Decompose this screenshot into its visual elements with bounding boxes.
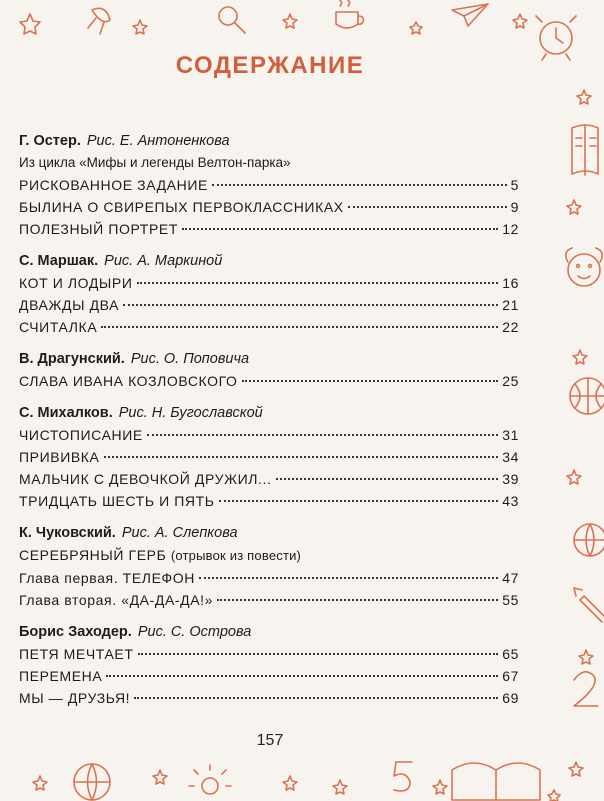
alarm-clock-icon	[536, 16, 576, 60]
entry-title-text: ПЕРЕМЕНА	[19, 668, 103, 684]
entry-title-text: РИСКОВАННОЕ ЗАДАНИЕ	[19, 177, 208, 193]
dot-leader	[219, 500, 499, 502]
entry-page-number: 39	[502, 471, 519, 487]
entry-page-number: 5	[510, 177, 519, 193]
toc-entry[interactable]	[19, 665, 519, 687]
dot-leader	[182, 228, 498, 230]
dot-leader	[199, 577, 498, 579]
author-name: С. Михалков.	[19, 405, 113, 421]
entry-title-text: ПОЛЕЗНЫЙ ПОРТРЕТ	[19, 221, 178, 237]
star-icon	[333, 780, 347, 794]
dot-leader	[138, 653, 499, 655]
author-name: С. Маршак.	[19, 253, 99, 269]
entry-page-number: 43	[502, 493, 519, 509]
toc-section	[19, 250, 519, 338]
entry-page-number: 31	[502, 427, 519, 443]
author-name: К. Чуковский.	[19, 525, 116, 541]
entry-title-text: ДВАЖДЫ ДВА	[19, 297, 120, 313]
entry-title	[19, 272, 133, 294]
star-icon	[577, 90, 591, 104]
entry-page-number: 34	[502, 449, 519, 465]
toc-entry[interactable]	[19, 272, 519, 294]
entry-page-number: 12	[502, 221, 519, 237]
entry-title	[19, 567, 195, 589]
entry-page-number: 22	[502, 319, 519, 335]
entry-title	[19, 424, 143, 446]
toc-entry[interactable]	[19, 567, 519, 589]
dot-leader	[348, 206, 507, 208]
entry-title	[19, 643, 134, 665]
entry-title	[19, 589, 213, 611]
star-icon	[283, 14, 297, 28]
dot-leader	[276, 478, 499, 480]
dot-leader	[217, 599, 498, 601]
sun-icon	[189, 765, 231, 794]
cycle-subtitle: Из цикла «Мифы и легенды Велтон-парка»	[19, 155, 291, 170]
star-icon	[579, 650, 593, 664]
entry-title	[19, 468, 272, 490]
illustrator-credit: Рис. С. Острова	[137, 624, 252, 640]
entry-title-text: СЛАВА ИВАНА КОЗЛОВСКОГО	[19, 373, 238, 389]
entry-page-number: 67	[502, 668, 519, 684]
dot-leader	[134, 697, 498, 699]
star-icon	[283, 776, 297, 790]
illustrator-credit: Рис. Е. Антоненкова	[86, 133, 230, 149]
entry-title	[19, 544, 301, 567]
number-two-icon	[574, 672, 598, 706]
toc-entry[interactable]	[19, 218, 519, 240]
toc-entry[interactable]	[19, 468, 519, 490]
entry-page-number: 9	[510, 199, 519, 215]
entry-note: (отрывок из повести)	[170, 548, 302, 563]
toc-entry[interactable]	[19, 316, 519, 338]
author-line	[19, 250, 519, 272]
number-five-icon	[394, 762, 412, 791]
illustrator-credit: Рис. А. Маркиной	[104, 253, 223, 269]
author-line	[19, 522, 519, 544]
toc-entry[interactable]	[19, 544, 519, 567]
dot-leader	[123, 304, 498, 306]
entry-title-text: Глава первая. ТЕЛЕФОН	[19, 570, 195, 586]
entry-title-text: ПРИВИВКА	[19, 449, 100, 465]
star-icon	[153, 770, 167, 784]
star-icon	[133, 20, 147, 34]
dot-leader	[212, 184, 507, 186]
illustrator-credit: Рис. О. Поповича	[130, 351, 250, 367]
star-icon	[513, 14, 527, 28]
page-title: СОДЕРЖАНИЕ	[175, 52, 365, 79]
entry-title	[19, 370, 238, 392]
entry-title-text: ТРИДЦАТЬ ШЕСТЬ И ПЯТЬ	[19, 493, 215, 509]
dot-leader	[137, 282, 499, 284]
entry-title-text: ЧИСТОПИСАНИЕ	[19, 427, 143, 443]
entry-title	[19, 174, 208, 196]
pencil-icon	[574, 588, 604, 622]
girl-face-icon	[566, 248, 603, 286]
star-icon	[567, 200, 581, 214]
entry-page-number: 16	[502, 275, 519, 291]
entry-page-number: 21	[502, 297, 519, 313]
basketball-icon	[570, 378, 604, 414]
star-icon	[573, 350, 587, 364]
entry-page-number: 55	[502, 592, 519, 608]
author-line	[19, 348, 519, 370]
toc-entry[interactable]	[19, 196, 519, 218]
dot-leader	[106, 675, 498, 677]
toc-section	[19, 402, 519, 512]
table-of-contents	[19, 130, 519, 719]
entry-title	[19, 196, 344, 218]
entry-title-text: МАЛЬЧИК С ДЕВОЧКОЙ ДРУЖИЛ...	[19, 471, 272, 487]
toc-section	[19, 348, 519, 392]
toc-section	[19, 522, 519, 611]
star-icon	[548, 790, 560, 801]
toc-entry[interactable]	[19, 424, 519, 446]
star-icon	[410, 22, 422, 34]
rocket-icon	[88, 8, 110, 34]
author-line	[19, 621, 519, 643]
toc-section	[19, 130, 519, 240]
toc-entry[interactable]	[19, 589, 519, 611]
entry-page-number: 65	[502, 646, 519, 662]
entry-title-text: СЕРЕБРЯНЫЙ ГЕРБ	[19, 547, 167, 563]
entry-title	[19, 665, 102, 687]
star-icon	[433, 780, 447, 794]
toc-entry[interactable]	[19, 687, 519, 709]
toc-entry[interactable]	[19, 446, 519, 468]
star-icon	[567, 470, 581, 484]
entry-title	[19, 490, 215, 512]
entry-title	[19, 446, 100, 468]
entry-title-text: БЫЛИНА О СВИРЕПЫХ ПЕРВОКЛАССНИКАХ	[19, 199, 344, 215]
entry-title	[19, 218, 178, 240]
toc-entry[interactable]	[19, 174, 519, 196]
entry-title-text: ПЕТЯ МЕЧТАЕТ	[19, 646, 134, 662]
toc-entry[interactable]	[19, 370, 519, 392]
magnifier-icon	[219, 7, 245, 33]
star-icon	[20, 14, 40, 34]
toc-entry[interactable]	[19, 643, 519, 665]
dot-leader	[147, 434, 498, 436]
entry-page-number: 69	[502, 690, 519, 706]
dot-leader	[242, 380, 499, 382]
author-line	[19, 130, 519, 152]
entry-title-text: СЧИТАЛКА	[19, 319, 98, 335]
entry-title-text: Глава вторая. «ДА-ДА-ДА!»	[19, 592, 214, 608]
entry-title-text: КОТ И ЛОДЫРИ	[19, 275, 133, 291]
globe-icon	[574, 524, 604, 556]
dot-leader	[101, 326, 498, 328]
page-number: 157	[256, 732, 284, 749]
author-line	[19, 402, 519, 424]
paper-plane-icon	[452, 4, 488, 26]
toc-section	[19, 621, 519, 709]
entry-page-number: 47	[502, 570, 519, 586]
toc-entry[interactable]	[19, 294, 519, 316]
illustrator-credit: Рис. А. Слепкова	[121, 525, 238, 541]
dot-leader	[104, 456, 499, 458]
author-name: В. Драгунский.	[19, 351, 125, 367]
star-icon	[569, 762, 583, 776]
entry-title	[19, 294, 119, 316]
author-name: Г. Остер.	[19, 133, 81, 149]
star-icon	[33, 776, 47, 790]
illustrator-credit: Рис. Н. Бугославской	[118, 405, 263, 421]
entry-title-text: МЫ — ДРУЗЬЯ!	[19, 690, 131, 706]
entry-title	[19, 316, 97, 338]
author-name: Борис Заходер.	[19, 624, 132, 640]
globe-icon	[74, 764, 110, 800]
entry-title	[19, 687, 130, 709]
toc-entry[interactable]	[19, 490, 519, 512]
coffee-cup-icon	[336, 0, 363, 28]
entry-page-number: 25	[502, 373, 519, 389]
open-book-icon	[452, 763, 540, 800]
book-icon	[572, 125, 598, 175]
